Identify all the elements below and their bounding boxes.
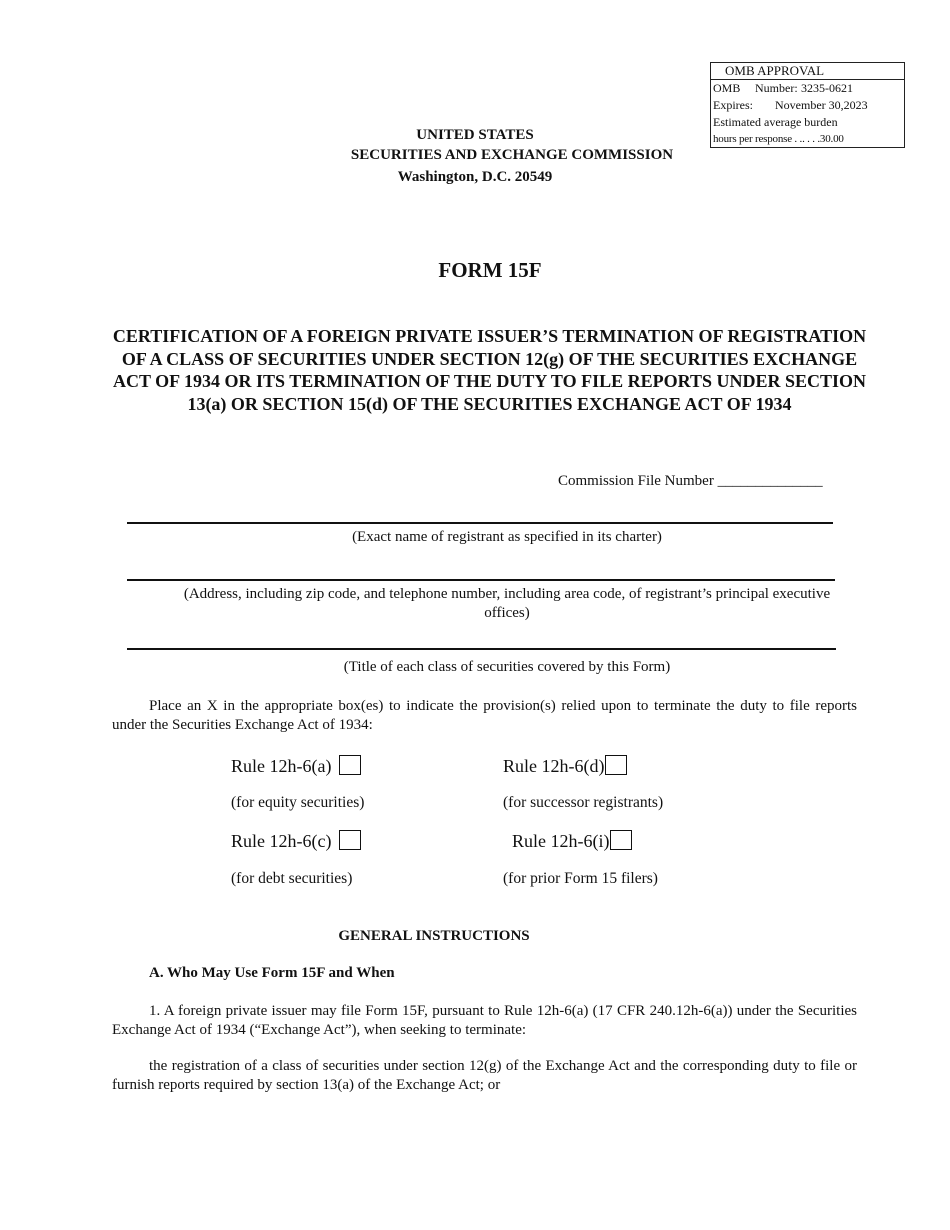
rule-12h-6c-description: (for debt securities) xyxy=(231,870,353,887)
instruction-paragraph-1: 1. A foreign private issuer may file Form 15F, pursuant to Rule 12h-6(a) (17 CFR 240.12h-6(a)) under the Securities Exchange Act of 1934 (“Exchange Act”), when seeking to terminate: xyxy=(112,1003,857,1038)
certification-title: CERTIFICATION OF A FOREIGN PRIVATE ISSUER’S TERMINATION OF REGISTRATION OF A CLASS OF SECURITIES UNDER SECTION 12(g) OF THE SECURITIES EXCHANGE ACT OF 1934 OR ITS TERMINATION OF THE DUTY TO FILE REPORTS UNDER SECTION 13(a) OR SECTION 15(d) OF THE SECURITIES EXCHANGE ACT OF 1934 xyxy=(112,326,867,414)
omb-number-label: OMB xyxy=(713,81,741,95)
agency-line-3: Washington, D.C. 20549 xyxy=(397,169,553,185)
omb-number-value: 3235-0621 xyxy=(801,81,853,95)
box-instruction-text: Place an X in the appropriate box(es) to indicate the provision(s) relied upon to terminate the duty to file reports under the Securities Exchange Act of 1934: xyxy=(112,698,857,733)
rule-12h-6a-checkbox[interactable] xyxy=(339,755,361,775)
rule-12h-6a-label: Rule 12h-6(a) xyxy=(231,756,332,776)
form-title: FORM 15F xyxy=(438,258,542,282)
registrant-name-line[interactable] xyxy=(127,522,833,524)
section-a-heading: A. Who May Use Form 15F and When xyxy=(149,965,395,981)
omb-burden-line1: Estimated average burden xyxy=(713,115,838,129)
omb-approval-header: OMB APPROVAL xyxy=(711,63,904,80)
agency-line-1: UNITED STATES xyxy=(416,127,534,143)
rule-12h-6d-checkbox[interactable] xyxy=(605,755,627,775)
omb-number-row xyxy=(711,80,904,97)
rule-12h-6d-option xyxy=(503,755,627,777)
instruction-paragraph-2: the registration of a class of securities under section 12(g) of the Exchange Act and the corresponding duty to file or furnish reports required by section 13(a) of the Exchange Act; or xyxy=(112,1058,857,1093)
rule-12h-6a-description: (for equity securities) xyxy=(231,794,365,811)
general-instructions-heading: GENERAL INSTRUCTIONS xyxy=(338,928,530,944)
rule-12h-6c-checkbox[interactable] xyxy=(339,830,361,850)
rule-12h-6i-label: Rule 12h-6(i) xyxy=(512,831,610,851)
rule-12h-6c-label: Rule 12h-6(c) xyxy=(231,831,332,851)
commission-file-number: Commission File Number ______________ xyxy=(558,473,823,489)
omb-burden-line2: hours per response . .. . . .30.00 xyxy=(713,133,844,145)
securities-title-line[interactable] xyxy=(127,648,836,650)
securities-title-caption: (Title of each class of securities covered by this Form) xyxy=(343,659,671,675)
rule-12h-6d-description: (for successor registrants) xyxy=(503,794,664,811)
agency-line-2: SECURITIES AND EXCHANGE COMMISSION xyxy=(350,147,674,163)
omb-expires-row xyxy=(711,97,904,114)
rule-12h-6c-option xyxy=(231,830,361,852)
rule-12h-6i-checkbox[interactable] xyxy=(610,830,632,850)
rule-12h-6d-label: Rule 12h-6(d) xyxy=(503,756,605,776)
rule-12h-6a-option xyxy=(231,755,361,777)
address-line[interactable] xyxy=(127,579,835,581)
registrant-name-caption: (Exact name of registrant as specified in its charter) xyxy=(352,529,662,545)
omb-expires-value: November 30,2023 xyxy=(775,98,868,112)
rule-12h-6i-description: (for prior Form 15 filers) xyxy=(503,870,658,887)
rule-12h-6i-option xyxy=(512,830,632,852)
omb-number-word: Number: xyxy=(755,81,798,95)
address-caption: (Address, including zip code, and telephone number, including area code, of registrant’s principal executive offices) xyxy=(183,586,831,621)
omb-expires-label: Expires: xyxy=(713,98,753,112)
